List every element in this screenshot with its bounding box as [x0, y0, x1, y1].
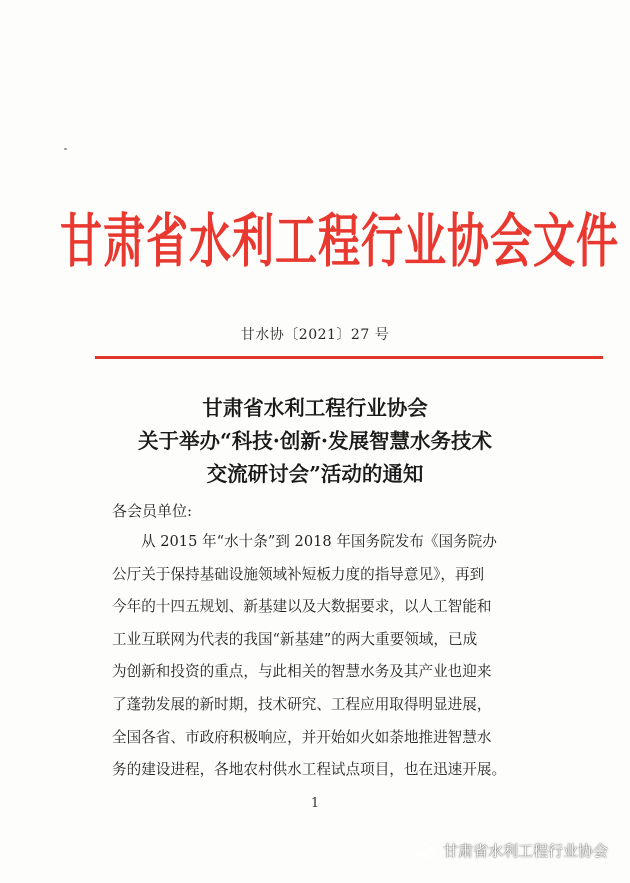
- body-line: 从 2015 年“水十条”到 2018 年国务院发布《国务院办: [141, 533, 497, 550]
- salutation: 各会员单位:: [112, 502, 193, 520]
- page-number: 1: [310, 796, 320, 811]
- body-line: 全国各省、市政府积极响应，并开始如火如荼地推进智慧水: [112, 728, 492, 746]
- notice-title-line: 甘肃省水利工程行业协会: [202, 396, 428, 420]
- body-line: 公厅关于保持基础设施领域补短板力度的指导意见》，再到: [112, 565, 485, 583]
- wechat-icon: [415, 842, 437, 860]
- notice-title: [0, 392, 630, 491]
- red-divider-line: [95, 356, 603, 359]
- wechat-watermark: [415, 840, 608, 861]
- notice-title-line: 关于举办“科技·创新·发展智慧水务技术: [137, 429, 493, 453]
- document-header-title: 甘肃省水利工程行业协会文件: [60, 207, 620, 275]
- watermark-text: 甘肃省水利工程行业协会: [442, 842, 608, 860]
- body-line: 工业互联网为代表的我国“新基建”的两大重要领域，已成: [112, 630, 478, 648]
- body-line: 务的建设进程，各地农村供水工程试点项目，也在迅速开展。: [112, 761, 507, 779]
- scan-speck: [64, 148, 67, 150]
- body-line: 为创新和投资的重点，与此相关的智慧水务及其产业也迎来: [112, 663, 492, 681]
- body-paragraph: [112, 526, 532, 787]
- body-line: 今年的十四五规划、新基建以及大数据要求，以人工智能和: [112, 598, 492, 616]
- body-line: 了蓬勃发展的新时期，技术研究、工程应用取得明显进展，: [112, 695, 492, 713]
- notice-title-line: 交流研讨会”活动的通知: [206, 462, 424, 486]
- document-number: 甘水协〔2021〕27 号: [240, 327, 390, 343]
